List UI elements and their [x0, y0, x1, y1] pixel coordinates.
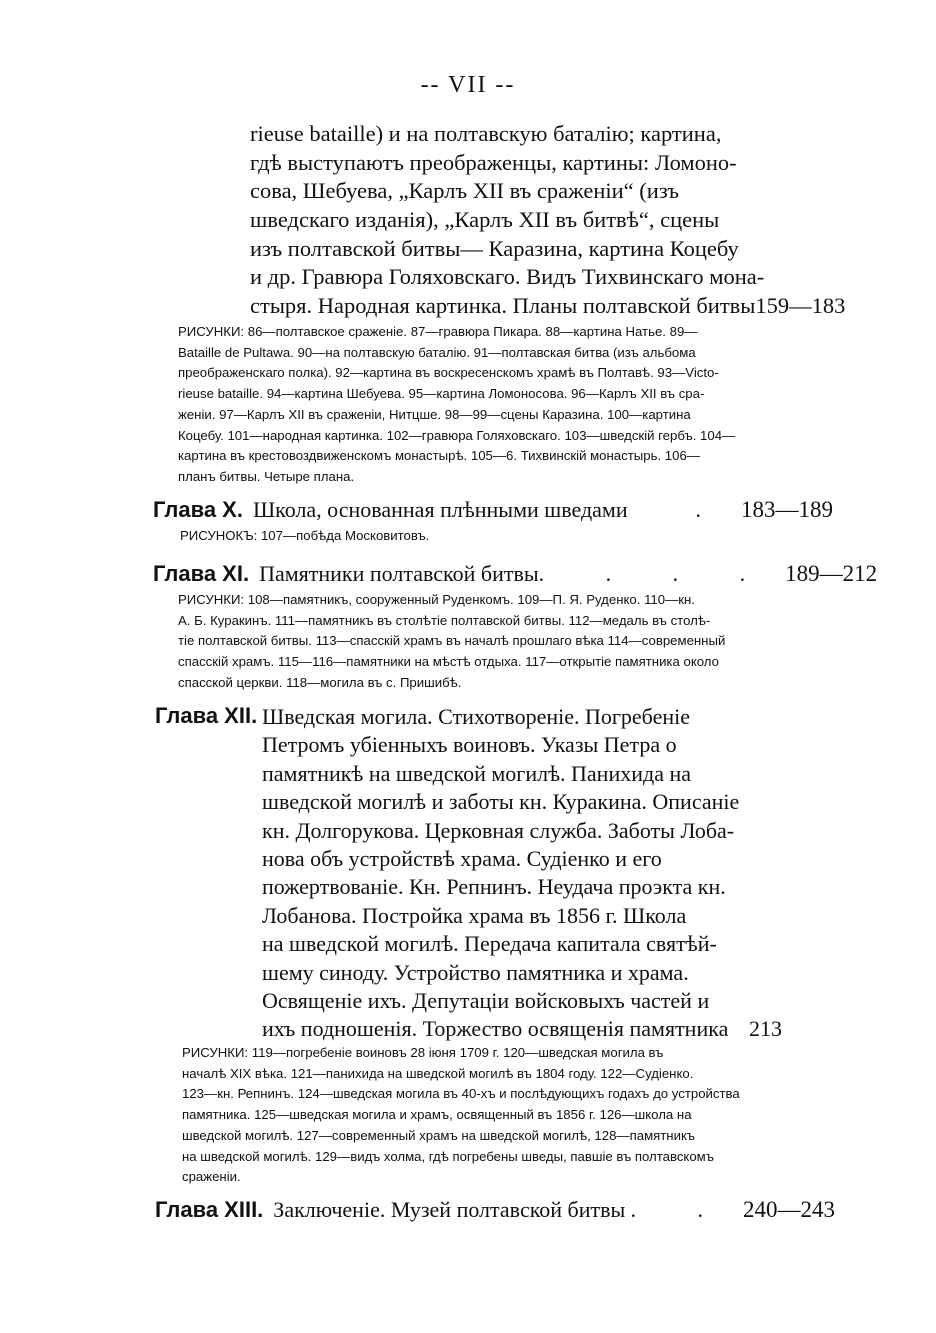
text-line: стыря. Народная картинка. Планы полтавской битвы — [250, 293, 756, 319]
text-line: гдѣ выступаютъ преображенцы, картины: Ломоно- — [250, 149, 737, 175]
figures-line: РИСУНКИ: 108—памятникъ, сооруженный Руденкомъ. 109—П. Я. Руденко. 110—кн. — [178, 592, 695, 607]
chapter-11-entry — [153, 561, 878, 587]
figures-line: Коцебу. 101—народная картинка. 102—гравюра Голяховскаго. 103—шведскій гербъ. 104— — [178, 427, 736, 443]
text-line: rieuse bataille) и на полтавскую баталію; картина, — [250, 121, 722, 146]
figures-line: РИСУНКИ: 119—погребеніе воиновъ 28 іюня 1709 г. 120—шведская могила въ — [182, 1045, 664, 1060]
figures-line: планъ битвы. Четыре плана. — [178, 468, 355, 484]
page-range: 189—212 — [785, 561, 878, 586]
page-range: 240—243 — [743, 1197, 835, 1222]
text-line: Освященіе ихъ. Депутаціи войсковыхъ частей и — [262, 987, 710, 1013]
text-line: шведскаго изданія), „Карлъ XII въ битвѣ“, сцены — [250, 207, 720, 233]
text-line: Шведская могила. Стихотвореніе. Погребеніе — [262, 704, 690, 729]
figures-line: преображенскаго полка). 92—картина въ воскресенскомъ храмѣ въ Полтавѣ. 93—Victo- — [178, 365, 719, 381]
text-line: кн. Долгорукова. Церковная служба. Заботы Лоба- — [262, 817, 735, 843]
figures-line: РИСУНКИ: 86—полтавское сраженіе. 87—гравюра Пикара. 88—картина Натье. 89— — [178, 324, 698, 339]
chapter-12-text-block — [262, 703, 782, 1044]
intro-figures-list — [178, 322, 830, 488]
chapter-10-entry — [153, 497, 833, 523]
chapter-title: Памятники полтавской битвы — [259, 561, 539, 586]
text-line: и др. Гравюра Голяховскаго. Видъ Тихвинскаго мона- — [250, 264, 765, 290]
leader-dots: . — [695, 497, 729, 522]
figures-line: спасскій храмъ. 115—116—памятники на мѣстѣ отдыха. 117—открытіе памятника около — [178, 654, 719, 670]
leader-dots: . . — [630, 1197, 731, 1222]
chapter-12-figures-list — [182, 1043, 834, 1188]
chapter-label: Глава XII. — [155, 703, 258, 728]
text-line-with-pages — [250, 292, 846, 321]
text-line: на шведской могилѣ. Передача капитала святѣй- — [262, 931, 717, 957]
figures-line: А. Б. Куракинъ. 111—памятникъ въ столѣтіе полтавской битвы. 112—медаль въ столѣ- — [178, 612, 711, 628]
figures-line: сраженіи. — [182, 1169, 241, 1185]
chapter-title: Школа, основанная плѣнными шведами — [252, 497, 628, 522]
chapter-11-figures-list — [178, 590, 830, 694]
leader-dots: . . . . — [538, 561, 774, 586]
page-range: 183—189 — [741, 497, 833, 522]
text-line: ихъ подношенія. Торжество освященія памятника — [262, 1016, 729, 1042]
figures-line: шведской могилѣ. 127—современный храмъ на шведской могилѣ, 128—памятникъ — [182, 1127, 695, 1143]
figures-line: Bataille de Pultawa. 90—на полтавскую баталію. 91—полтавская битва (изъ альбома — [178, 344, 696, 360]
figures-line: картина въ крестовоздвиженскомъ монастырѣ. 105—6. Тихвинскій монастырь. 106— — [178, 448, 700, 464]
figures-line: rieuse bataille. 94—картина Шебуева. 95—картина Ломоносова. 96—Карлъ XII въ сра- — [178, 386, 705, 402]
chapter-label: Глава XIII. — [155, 1197, 264, 1222]
text-line: сова, Шебуева, „Карлъ XII въ сраженіи“ (изъ — [250, 178, 679, 204]
page-range: 159—183 — [755, 293, 846, 319]
page-range: 213 — [749, 1016, 782, 1042]
figures-line: на шведской могилѣ. 129—видъ холма, гдѣ погребены шведы, павшіе въ полтавскомъ — [182, 1148, 714, 1164]
figures-line: спасской церкви. 118—могила въ с. Пришибѣ. — [178, 674, 462, 690]
chapter-label: Глава XI. — [153, 561, 250, 586]
text-line: пожертвованіе. Кн. Репнинъ. Неудача проэкта кн. — [262, 874, 726, 900]
chapter-10-figures: РИСУНОКЪ: 107—побѣда Московитовъ. — [180, 528, 430, 543]
chapter-label: Глава X. — [153, 497, 243, 522]
figures-line: 123—кн. Репнинъ. 124—шведская могила въ 40-хъ и послѣдующихъ годахъ до устройства — [182, 1086, 740, 1102]
text-line: шведской могилѣ и заботы кн. Куракина. Описаніе — [262, 789, 740, 815]
text-line: Петромъ убіенныхъ воиновъ. Указы Петра о — [262, 732, 677, 758]
text-line: изъ полтавской битвы— Каразина, картина Коцебу — [250, 235, 739, 261]
figures-line: женіи. 97—Карлъ XII въ сраженіи, Нитцше. 98—99—сцены Каразина. 100—картина — [178, 406, 691, 422]
page-number: -- VII -- — [420, 72, 516, 98]
text-line: шему синоду. Устройство памятника и храма. — [262, 959, 689, 985]
figures-line: памятника. 125—шведская могила и храмъ, освященный въ 1856 г. 126—школа на — [182, 1107, 692, 1123]
figures-line: тіе полтавской битвы. 113—спасскій храмъ въ началѣ прошлаго вѣка 114—современный — [178, 633, 726, 649]
chapter-title: Заключеніе. Музей полтавской битвы — [273, 1197, 626, 1222]
text-line: нова объ устройствѣ храма. Судіенко и его — [262, 845, 662, 871]
figures-line: началѣ XIX вѣка. 121—панихида на шведской могилѣ въ 1804 году. 122—Судіенко. — [182, 1065, 694, 1081]
text-line: Лобанова. Постройка храма въ 1856 г. Школа — [262, 902, 687, 928]
chapter-13-entry — [155, 1197, 835, 1223]
text-line: памятникѣ на шведской могилѣ. Панихида на — [262, 760, 691, 786]
text-line-with-pages — [262, 1015, 782, 1043]
intro-text-block — [250, 120, 846, 321]
